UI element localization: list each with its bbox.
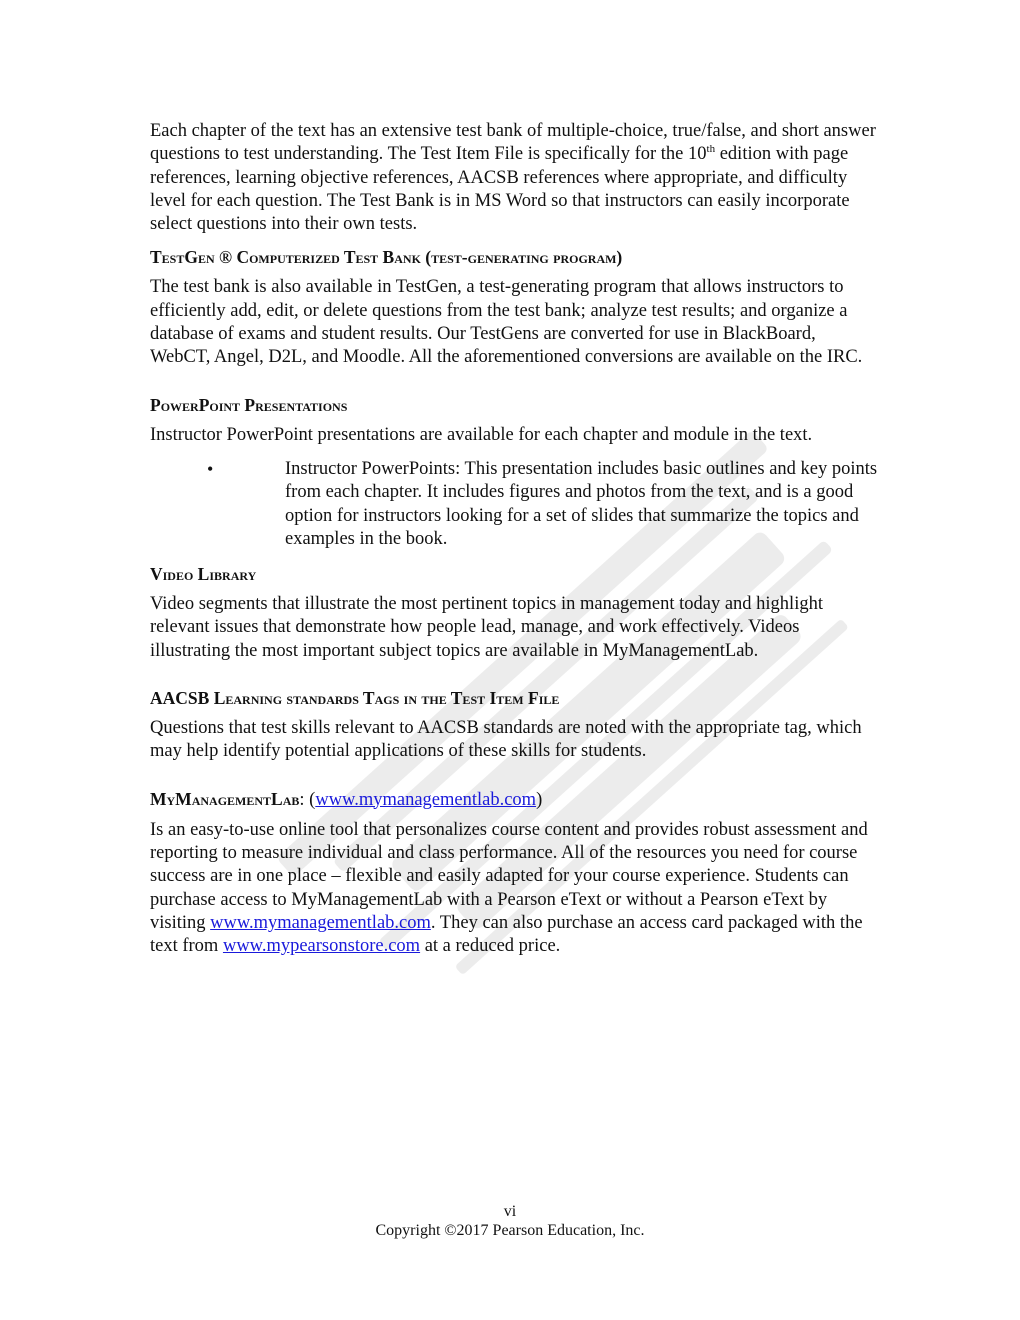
intro-paragraph: [150, 120, 880, 236]
mml-heading-link[interactable]: www.mymanagementlab.com: [315, 789, 537, 810]
testgen-heading: TestGen ® Computerized Test Bank (test-generating program): [150, 247, 623, 268]
powerpoint-bullet-text: Instructor PowerPoints: This presentation includes basic outlines and key points from each chapter. It includes figures and photos from the text, and is a good option for instructors looking for a set of slides that summarize the topics and examples in the book.: [285, 458, 878, 549]
mml-text-end: at a reduced price.: [420, 936, 561, 957]
powerpoint-bullet-item: [150, 458, 880, 551]
page-footer: [0, 1202, 1020, 1240]
aacsb-heading: AACSB Learning standards Tags in the Test Item File: [150, 688, 560, 709]
mml-heading-separator: : (: [299, 789, 316, 810]
powerpoint-heading: PowerPoint Presentations: [150, 394, 348, 415]
video-heading: Video Library: [150, 564, 257, 585]
page-number: vi: [503, 1203, 517, 1220]
aacsb-paragraph: Questions that test skills relevant to AACSB standards are noted with the appropriate tag, which may help identify potential applications of these skills for students.: [150, 718, 862, 762]
bullet-icon: •: [207, 458, 214, 479]
mml-link-mypearsonstore[interactable]: www.mypearsonstore.com: [222, 936, 421, 957]
video-paragraph: Video segments that illustrate the most pertinent topics in management today and highlight relevant issues that demonstrate how people lead, manage, and work effectively. Videos illustrating the most important subject topics are available in MyManagementLab.: [150, 594, 823, 661]
powerpoint-paragraph: Instructor PowerPoint presentations are available for each chapter and module in the text.: [150, 424, 813, 445]
copyright-notice: Copyright ©2017 Pearson Education, Inc.: [375, 1222, 645, 1239]
intro-text: Each chapter of the text has an extensive test bank of multiple-choice, true/false, and short answer questions to test understanding. The Test Item File is specifically for the 10: [150, 121, 876, 165]
mml-heading-close: ): [536, 789, 543, 810]
mml-heading: MyManagementLab: [150, 788, 300, 809]
mml-heading-line: [150, 788, 880, 811]
mml-link-mymanagementlab[interactable]: www.mymanagementlab.com: [210, 912, 431, 933]
intro-text-continued: edition with page references, learning objective references, AACSB references where appropriate, and difficulty level for each question. The Test Bank is in MS Word so that instructors can easily incorporate select questions into their own tests.: [150, 144, 850, 235]
edition-superscript: th: [706, 143, 716, 156]
testgen-paragraph: The test bank is also available in TestGen, a test-generating program that allows instructors to efficiently add, edit, or delete questions from the test bank; analyze test results; and organize a database of exams and student results. Our TestGens are converted for use in BlackBoard, WebCT, Angel, D2L, and Moodle. All the aforementioned conversions are available on the IRC.: [150, 277, 863, 368]
mml-paragraph: [150, 819, 880, 959]
document-body: [150, 120, 880, 958]
mml-text-continued: . They can also purchase an access card packaged with the text from: [150, 912, 863, 957]
mml-text: Is an easy-to-use online tool that personalizes course content and provides robust assessment and reporting to measure individual and class performance. All of the resources you need for course success are in one place – flexible and easily adapted for your course experience. Students can purchase access to MyManagementLab with a Pearson eText or without a Pearson eText by visiting: [150, 819, 868, 933]
